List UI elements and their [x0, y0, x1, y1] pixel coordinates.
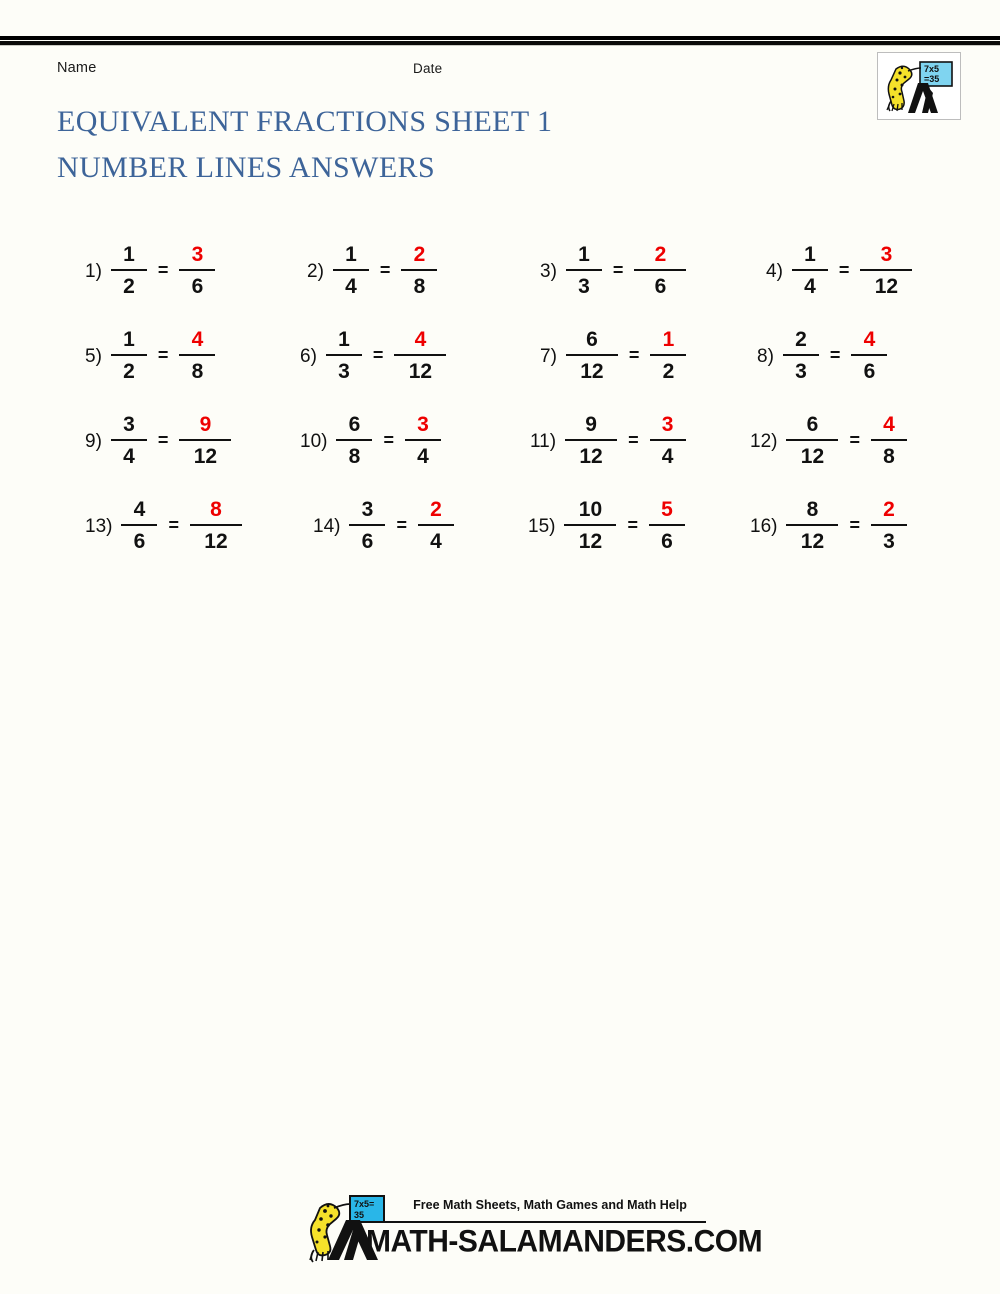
- fraction-right-answer: [871, 499, 907, 552]
- problem-number: 13): [85, 516, 113, 537]
- numerator: 1: [578, 243, 590, 266]
- denominator: 12: [580, 360, 604, 383]
- numerator: 6: [586, 328, 598, 351]
- fraction-bar: [336, 439, 372, 441]
- problem-number: 7): [540, 346, 557, 367]
- numerator-answer: 8: [210, 498, 222, 521]
- fraction-bar: [349, 524, 385, 526]
- problem-number: 2): [307, 261, 324, 282]
- numerator: 10: [578, 498, 603, 521]
- fraction-bar: [179, 439, 231, 441]
- top-rule-line-1: [0, 36, 1000, 40]
- fraction-left: [111, 244, 147, 297]
- fraction-right-answer: [851, 329, 887, 382]
- fraction-bar: [401, 269, 437, 271]
- page-title-line-1: EQUIVALENT FRACTIONS SHEET 1: [57, 105, 553, 138]
- denominator: 8: [348, 445, 361, 468]
- denominator: 6: [863, 360, 876, 383]
- fraction-bar: [650, 354, 686, 356]
- denominator: 3: [795, 360, 807, 383]
- denominator: 12: [204, 530, 228, 553]
- footer-inner: [290, 1192, 763, 1272]
- fraction-bar: [871, 524, 907, 526]
- denominator: 6: [191, 275, 204, 298]
- fraction-left: [333, 244, 369, 297]
- denominator: 2: [662, 360, 675, 383]
- equals-sign: =: [612, 260, 624, 280]
- fraction-left: [792, 244, 828, 297]
- fraction-right-answer: [401, 244, 437, 297]
- numerator: 4: [133, 498, 146, 521]
- numerator-answer: 3: [191, 243, 204, 266]
- numerator-answer: 3: [417, 413, 429, 436]
- numerator: 6: [348, 413, 361, 436]
- problem-item: [300, 313, 446, 398]
- fraction-left: [326, 329, 362, 382]
- equals-sign: =: [396, 515, 407, 535]
- fraction-bar: [111, 354, 147, 356]
- fraction-right-answer: [650, 329, 686, 382]
- denominator: 12: [800, 445, 825, 468]
- denominator: 12: [408, 360, 433, 383]
- denominator: 4: [430, 530, 442, 553]
- problem-item: [750, 483, 907, 568]
- fraction-bar: [326, 354, 362, 356]
- numerator-answer: 2: [654, 243, 667, 266]
- top-rule-band: [0, 36, 1000, 46]
- fraction-left: [783, 329, 819, 382]
- equals-sign: =: [627, 515, 638, 535]
- problem-number: 15): [528, 516, 556, 537]
- fraction-bar: [179, 269, 215, 271]
- problem-number: 6): [300, 346, 317, 367]
- fraction-left: [121, 499, 157, 552]
- fraction-left: [786, 499, 838, 552]
- fraction-bar: [121, 524, 157, 526]
- page-footer: [0, 1192, 1000, 1272]
- fraction-bar: [179, 354, 215, 356]
- numerator: 6: [806, 413, 819, 436]
- problem-item: [300, 398, 441, 483]
- footer-tagline: Free Math Sheets, Math Games and Math Help: [413, 1198, 687, 1212]
- problem-number: 12): [750, 431, 778, 452]
- numerator-answer: 9: [199, 413, 212, 436]
- numerator-answer: 5: [661, 498, 673, 521]
- problem-item: [85, 313, 215, 398]
- problem-item: [85, 483, 242, 568]
- fraction-bar: [634, 269, 686, 271]
- problem-row: [0, 228, 1000, 313]
- fraction-left: [111, 414, 147, 467]
- fraction-right-answer: [179, 329, 215, 382]
- numerator-answer: 2: [883, 498, 895, 521]
- fraction-left: [336, 414, 372, 467]
- equals-sign: =: [379, 260, 391, 280]
- svg-text:7x5=: 7x5=: [354, 1199, 375, 1209]
- problem-number: 16): [750, 516, 778, 537]
- problem-number: 11): [530, 431, 557, 452]
- numerator: 1: [338, 328, 350, 351]
- numerator-answer: 4: [191, 328, 204, 351]
- problem-number: 14): [313, 516, 341, 537]
- fraction-bar: [566, 354, 618, 356]
- equals-sign: =: [383, 430, 394, 450]
- name-label: Name: [57, 60, 97, 76]
- problem-number: 9): [85, 431, 102, 452]
- fraction-bar: [333, 269, 369, 271]
- fraction-right-answer: [871, 414, 907, 467]
- equals-sign: =: [168, 515, 179, 535]
- equals-sign: =: [372, 345, 384, 365]
- equals-sign: =: [157, 260, 169, 280]
- denominator: 6: [133, 530, 146, 553]
- fraction-bar: [565, 439, 617, 441]
- numerator-answer: 4: [883, 413, 895, 436]
- svg-text:7x5: 7x5: [924, 64, 940, 74]
- fraction-bar: [792, 269, 828, 271]
- denominator: 2: [123, 275, 135, 298]
- problem-row: [0, 313, 1000, 398]
- problem-item: [757, 313, 887, 398]
- denominator: 6: [361, 530, 374, 553]
- denominator: 12: [874, 275, 899, 298]
- denominator: 4: [661, 445, 674, 468]
- fraction-right-answer: [634, 244, 686, 297]
- numerator-answer: 1: [662, 328, 675, 351]
- numerator: 8: [806, 498, 819, 521]
- denominator: 4: [417, 445, 429, 468]
- problem-number: 5): [85, 346, 102, 367]
- fraction-left: [111, 329, 147, 382]
- fraction-bar: [649, 524, 685, 526]
- numerator: 9: [585, 413, 597, 436]
- equals-sign: =: [849, 515, 860, 535]
- problem-item: [313, 483, 454, 568]
- denominator: 2: [123, 360, 135, 383]
- fraction-right-answer: [190, 499, 242, 552]
- denominator: 4: [804, 275, 816, 298]
- fraction-bar: [851, 354, 887, 356]
- fraction-right-answer: [405, 414, 441, 467]
- denominator: 4: [123, 445, 135, 468]
- fraction-bar: [564, 524, 616, 526]
- problem-row: [0, 483, 1000, 568]
- denominator: 4: [345, 275, 357, 298]
- fraction-right-answer: [650, 414, 686, 467]
- denominator: 8: [191, 360, 204, 383]
- fraction-left: [786, 414, 838, 467]
- denominator: 12: [579, 445, 603, 468]
- problem-number: 4): [766, 261, 783, 282]
- denominator: 6: [654, 275, 667, 298]
- equals-sign: =: [849, 430, 860, 450]
- equals-sign: =: [829, 345, 841, 365]
- fraction-bar: [394, 354, 446, 356]
- problem-item: [85, 228, 215, 313]
- fraction-bar: [111, 439, 147, 441]
- fraction-right-answer: [649, 499, 685, 552]
- numerator-answer: 2: [430, 498, 442, 521]
- fraction-bar: [418, 524, 454, 526]
- footer-domain: MATH-SALAMANDERS.COM: [366, 1224, 763, 1259]
- problem-item: [530, 398, 686, 483]
- fraction-bar: [786, 524, 838, 526]
- numerator-answer: 4: [863, 328, 876, 351]
- footer-divider: [384, 1221, 706, 1223]
- denominator: 3: [578, 275, 590, 298]
- fraction-bar: [871, 439, 907, 441]
- numerator: 3: [361, 498, 374, 521]
- denominator: 3: [338, 360, 350, 383]
- denominator: 3: [883, 530, 895, 553]
- fraction-left: [564, 499, 616, 552]
- fraction-bar: [111, 269, 147, 271]
- math-salamanders-logo-icon: [877, 52, 961, 120]
- numerator: 3: [123, 413, 135, 436]
- salamander-blackboard-icon: [878, 53, 960, 119]
- fraction-bar: [783, 354, 819, 356]
- problem-number: 10): [300, 431, 328, 452]
- fraction-bar: [650, 439, 686, 441]
- fraction-bar: [860, 269, 912, 271]
- numerator: 1: [345, 243, 357, 266]
- fraction-left: [565, 414, 617, 467]
- problem-item: [307, 228, 437, 313]
- equals-sign: =: [157, 345, 169, 365]
- svg-text:35: 35: [354, 1210, 365, 1220]
- date-label: Date: [413, 61, 443, 76]
- numerator-answer: 3: [661, 413, 674, 436]
- numerator: 1: [123, 243, 135, 266]
- fraction-right-answer: [860, 244, 912, 297]
- problem-number: 3): [540, 261, 557, 282]
- equals-sign: =: [838, 260, 850, 280]
- denominator: 12: [578, 530, 603, 553]
- numerator: 1: [804, 243, 816, 266]
- fraction-bar: [566, 269, 602, 271]
- problem-number: 8): [757, 346, 774, 367]
- fraction-bar: [786, 439, 838, 441]
- numerator-answer: 4: [414, 328, 427, 351]
- denominator: 8: [883, 445, 895, 468]
- problem-item: [85, 398, 231, 483]
- numerator-answer: 3: [880, 243, 893, 266]
- svg-text:=35: =35: [924, 74, 940, 84]
- top-rule-line-3: [0, 45, 1000, 46]
- problem-number: 1): [85, 261, 102, 282]
- denominator: 6: [661, 530, 673, 553]
- fraction-left: [566, 244, 602, 297]
- problem-grid: [0, 228, 1000, 568]
- numerator-answer: 2: [413, 243, 426, 266]
- problem-item: [528, 483, 685, 568]
- denominator: 8: [413, 275, 426, 298]
- numerator: 1: [123, 328, 135, 351]
- fraction-bar: [405, 439, 441, 441]
- problem-item: [540, 313, 686, 398]
- denominator: 12: [800, 530, 825, 553]
- problem-item: [540, 228, 686, 313]
- fraction-right-answer: [179, 244, 215, 297]
- equals-sign: =: [157, 430, 169, 450]
- equals-sign: =: [628, 345, 640, 365]
- fraction-left: [349, 499, 385, 552]
- fraction-right-answer: [179, 414, 231, 467]
- equals-sign: =: [628, 430, 639, 450]
- numerator: 2: [795, 328, 807, 351]
- page-title-line-2: NUMBER LINES ANSWERS: [57, 151, 436, 184]
- fraction-right-answer: [418, 499, 454, 552]
- fraction-left: [566, 329, 618, 382]
- fraction-right-answer: [394, 329, 446, 382]
- problem-item: [750, 398, 907, 483]
- denominator: 12: [193, 445, 218, 468]
- fraction-bar: [190, 524, 242, 526]
- problem-row: [0, 398, 1000, 483]
- problem-item: [766, 228, 912, 313]
